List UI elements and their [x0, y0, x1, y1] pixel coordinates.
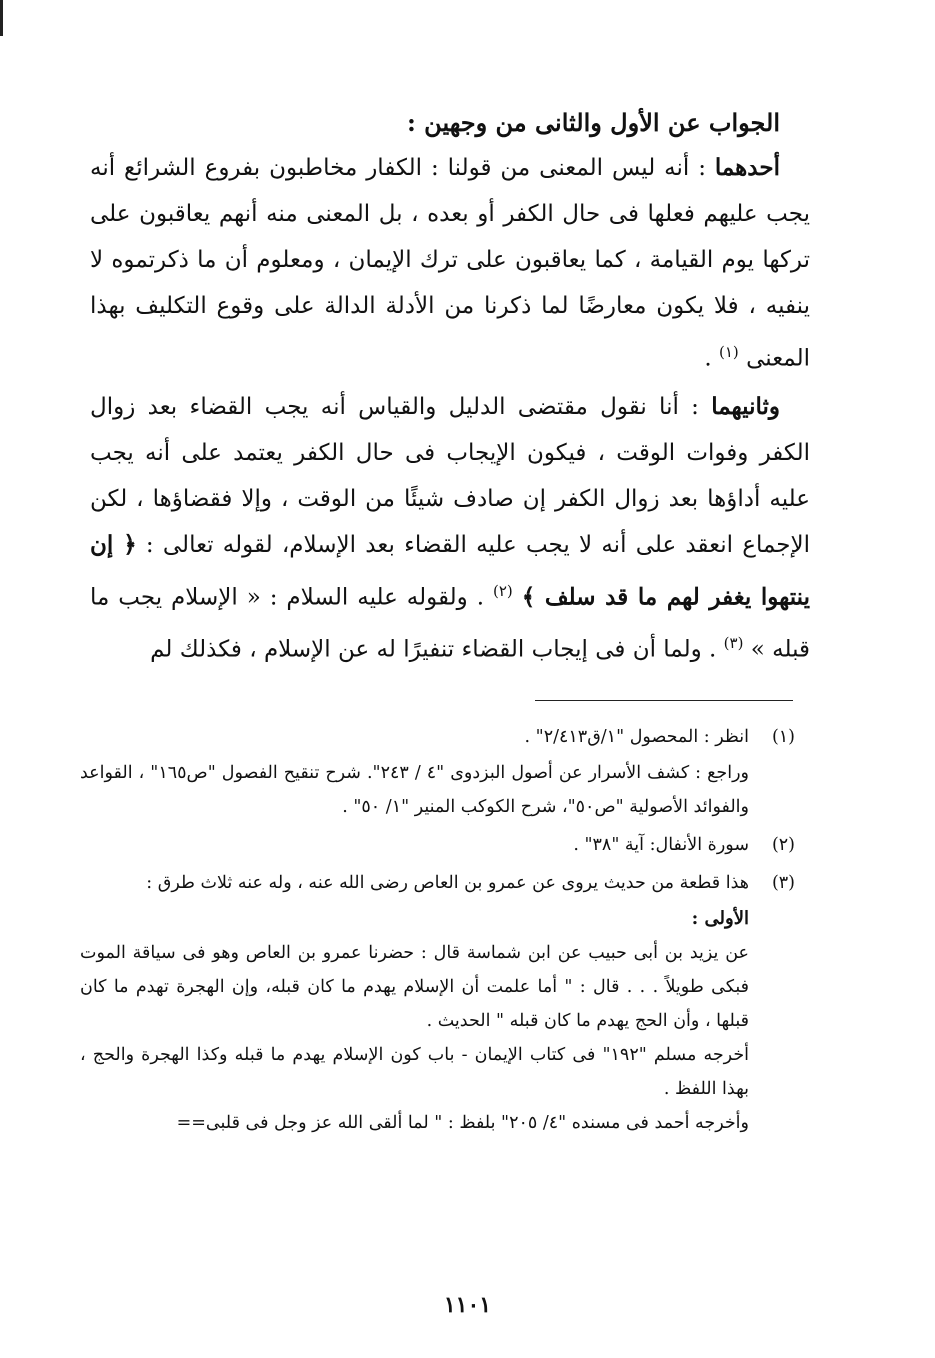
paragraph-first	[90, 145, 810, 382]
footnote-2-number: (٢)	[771, 835, 795, 855]
footnote-3-text: هذا قطعة من حديث يروى عن عمرو بن العاص رضى الله عنه ، وله عنه ثلاث طرق :	[146, 873, 749, 893]
main-text	[90, 108, 810, 675]
footnote-ref-2: (٢)	[492, 581, 513, 600]
second-text-2: . ولقوله عليه السلام : « الإسلام يجب ما قبله »	[90, 584, 810, 663]
footnote-1-text: انظر : المحصول "١/ق٢/٤١٣" .	[524, 727, 749, 747]
paragraph-second	[90, 384, 810, 673]
footnote-3-number: (٣)	[771, 873, 795, 893]
footnote-3-ahmad: وأخرجه أحمد فى مسنده "٤/ ٢٠٥" بلفظ : " لما ألقى الله عز وجل فى قلبى==	[176, 1113, 749, 1133]
first-path-heading: الأولى :	[691, 908, 749, 929]
footnote-3-muslim: أخرجه مسلم "١٩٢" فى كتاب الإيمان - باب كون الإسلام يهدم ما قبله وكذا الهجرة والحج ، بهذا اللفظ .	[80, 1045, 749, 1099]
footnote-1	[80, 720, 795, 824]
page-number: ١١٠١	[443, 1292, 492, 1318]
quran-quote: ﴿ إن ينتهوا يغفر لهم ما قد سلف ﴾	[90, 530, 811, 611]
footnote-3-path-1: عن يزيد بن أبى حبيب عن ابن شماسة قال : حضرنا عمرو بن العاص وهو فى سياقة الموت فبكى طويلاً . . . قال : " أما علمت أن الإسلام يهدم ما كان قبله، وإن الهجرة تهدم ما كان قبلها ، وأن الحج يهدم ما كان قبله " الحديث .	[80, 943, 749, 1031]
footnote-ref-3: (٣)	[723, 634, 744, 653]
second-lead: وثانيهما	[711, 392, 780, 420]
footnote-2-text: سورة الأنفال: آية "٣٨" .	[573, 835, 749, 855]
footnote-3	[80, 866, 795, 1140]
footnote-1-more: وراجع : كشف الأسرار عن أصول البزدوى "٤ / ٢٤٣". شرح تنقيح الفصول "ص١٦٥" ، القواعد والفوائد الأصولية "ص٥٠"، شرح الكوكب المنير "١/ ٥٠" .	[80, 763, 749, 817]
first-lead: أحدهما	[714, 154, 780, 181]
footnote-ref-1: (١)	[719, 343, 739, 361]
second-text: : أنا نقول مقتضى الدليل والقياس أنه يجب القضاء بعد زوال الكفر وفوات الوقت ، فيكون الإيجاب فى حال الكفر يعتمد على أنه يجب عليه أداؤها بعد زوال الكفر إن صادف شيئًا من الوقت ، وإلا فقضاؤها ، لكن الإجماع انعقد على أنه لا يجب عليه القضاء بعد الإسلام، لقوله تعالى :	[90, 393, 810, 558]
first-text: : أنه ليس المعنى من قولنا : الكفار مخاطبون بفروع الشرائع أنه يجب عليهم فعلها فى حال الكفر أو بعده ، بل المعنى منه أنهم يعاقبون على تركها يوم القيامة ، كما يعاقبون على ترك الإيمان ، ومعلوم أن ما ذكرتموه لا ينفيه ، فلا يكون معارضًا لما ذكرنا من الأدلة الدالة على وقوع التكليف بهذا المعنى	[90, 155, 810, 372]
footnotes	[80, 720, 795, 1144]
footnote-divider	[535, 700, 793, 701]
scan-edge-mark	[0, 0, 3, 36]
footnote-1-number: (١)	[771, 727, 795, 747]
first-end: .	[704, 345, 719, 372]
section-heading: الجواب عن الأول والثانى من وجهين :	[406, 108, 780, 137]
second-text-3: . ولما أن فى إيجاب القضاء تنفيرًا له عن الإسلام ، فكذلك لم	[150, 636, 724, 663]
footnote-2	[80, 828, 795, 862]
